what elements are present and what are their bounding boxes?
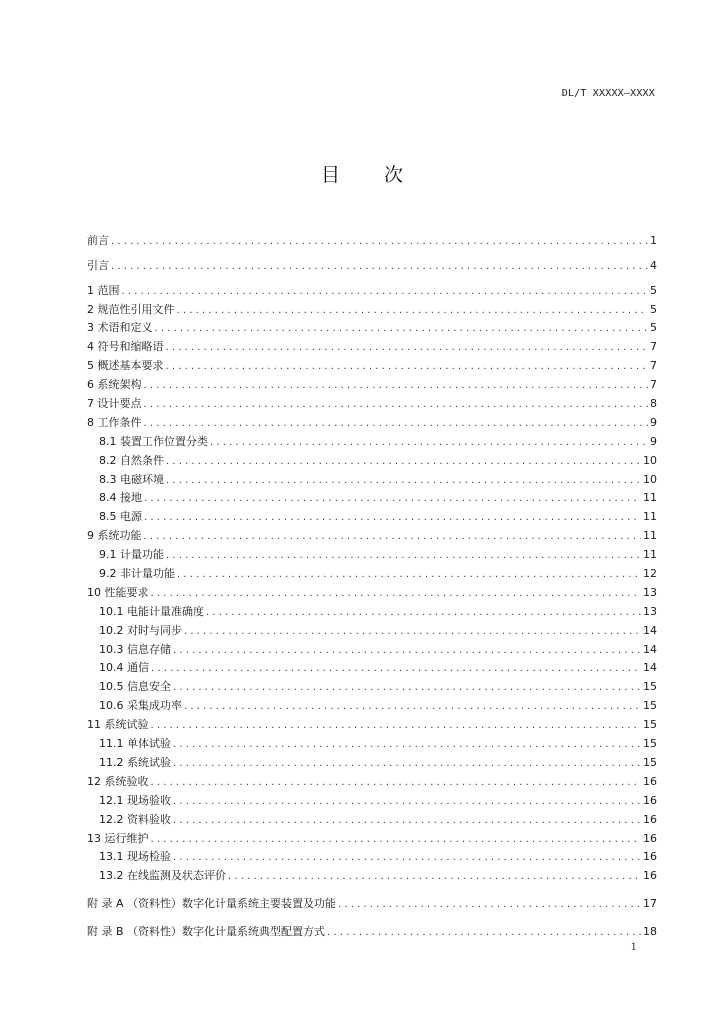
toc-entry-label: 11 系统试验 (87, 718, 149, 732)
toc-leader-dots (144, 399, 649, 411)
toc-leader-dots (122, 286, 649, 298)
toc-leader-dots (177, 569, 641, 581)
toc-entry-label: 9.1 计量功能 (99, 548, 164, 562)
toc-entry-page: 13 (643, 604, 657, 618)
toc-entry-label: 2 规范性引用文件 (87, 302, 175, 316)
toc-appendix-entry[interactable] (87, 889, 657, 911)
toc-leader-dots (144, 418, 649, 430)
toc-entry-page: 1 (650, 233, 657, 247)
toc-entry-page: 16 (643, 831, 657, 845)
toc-entry-label: 10.4 通信 (99, 661, 149, 675)
toc-entry-label: 10.6 采集成功率 (99, 699, 182, 713)
toc-entry-label: 前言 (87, 233, 109, 247)
toc-entry-label: 10.2 对时与同步 (99, 623, 182, 637)
toc-entry-label: 8 工作条件 (87, 415, 142, 429)
toc-entry-page: 15 (643, 680, 657, 694)
toc-leader-dots (184, 701, 641, 713)
toc-leader-dots (151, 588, 642, 600)
toc-entry[interactable] (87, 770, 657, 789)
toc-entry-page: 11 (643, 529, 657, 543)
toc-entry-page: 4 (650, 258, 657, 272)
toc-leader-dots (173, 682, 641, 694)
toc-entry-label: 11.1 单体试验 (99, 737, 171, 751)
toc-entry-label: 12.1 现场验收 (99, 793, 171, 807)
toc-entry-label: 8.4 接地 (99, 491, 142, 505)
toc-subentry[interactable] (87, 694, 657, 713)
toc-subentry[interactable] (87, 789, 657, 808)
toc-leader-dots (166, 361, 649, 373)
toc-entry-label: 附 录 A （资料性）数字化计量系统主要装置及功能 (87, 897, 337, 911)
toc-leader-dots (228, 871, 641, 883)
toc-leader-dots (144, 493, 641, 505)
document-code: DL/T XXXXX—XXXX (561, 88, 655, 99)
toc-entry-label: 9 系统功能 (87, 529, 142, 543)
toc-subentry[interactable] (87, 638, 657, 657)
toc-leader-dots (144, 512, 641, 524)
toc-leader-dots (173, 645, 641, 657)
toc-entry-label: 3 术语和定义 (87, 321, 153, 335)
toc-leader-dots (177, 305, 649, 317)
toc-entry-page: 8 (650, 397, 657, 411)
toc-entry[interactable] (87, 581, 657, 600)
toc-leader-dots (166, 342, 649, 354)
toc-entry-label: 6 系统架构 (87, 378, 142, 392)
toc-entry[interactable] (87, 524, 657, 543)
toc-leader-dots (111, 236, 648, 248)
table-of-contents (87, 229, 657, 939)
toc-entry-page: 11 (643, 510, 657, 524)
toc-entry-page: 13 (643, 585, 657, 599)
toc-entry-page: 7 (650, 340, 657, 354)
toc-entry-label: 10.3 信息存储 (99, 642, 171, 656)
toc-entry[interactable] (87, 713, 657, 732)
toc-entry[interactable] (87, 254, 657, 273)
toc-entry-label: 7 设计要点 (87, 397, 142, 411)
toc-leader-dots (327, 927, 641, 939)
toc-entry-page: 11 (643, 491, 657, 505)
toc-leader-dots (173, 796, 641, 808)
toc-subentry[interactable] (87, 430, 657, 449)
toc-subentry[interactable] (87, 864, 657, 883)
toc-leader-dots (166, 475, 641, 487)
toc-entry[interactable] (87, 354, 657, 373)
toc-entry-label: 13 运行维护 (87, 831, 149, 845)
toc-leader-dots (155, 323, 649, 335)
toc-entry-page: 12 (643, 567, 657, 581)
toc-entry-label: 9.2 非计量功能 (99, 567, 175, 581)
toc-leader-dots (166, 456, 641, 468)
toc-entry-label: 8.3 电磁环境 (99, 472, 164, 486)
toc-entry-page: 15 (643, 699, 657, 713)
toc-entry-label: 12 系统验收 (87, 774, 149, 788)
toc-entry-page: 14 (643, 623, 657, 637)
toc-leader-dots (206, 607, 641, 619)
toc-entry-page: 18 (643, 925, 657, 939)
toc-entry-page: 9 (650, 434, 657, 448)
toc-subentry[interactable] (87, 808, 657, 827)
toc-leader-dots (210, 437, 648, 449)
toc-entry[interactable] (87, 335, 657, 354)
toc-entry-label: 13.2 在线监测及状态评价 (99, 869, 226, 883)
toc-title-char-2: 次 (384, 164, 404, 186)
toc-entry-label: 10 性能要求 (87, 585, 149, 599)
toc-leader-dots (144, 531, 642, 543)
toc-entry-page: 10 (643, 472, 657, 486)
toc-subentry[interactable] (87, 562, 657, 581)
toc-entry-label: 13.1 现场检验 (99, 850, 171, 864)
toc-entry-page: 7 (650, 359, 657, 373)
toc-entry-label: 8.5 电源 (99, 510, 142, 524)
toc-entry-page: 14 (643, 642, 657, 656)
toc-subentry[interactable] (87, 657, 657, 676)
toc-entry-label: 8.2 自然条件 (99, 453, 164, 467)
toc-subentry[interactable] (87, 732, 657, 751)
toc-subentry[interactable] (87, 487, 657, 506)
toc-entry-page: 7 (650, 378, 657, 392)
toc-entry-label: 5 概述基本要求 (87, 359, 164, 373)
toc-entry-page: 16 (643, 869, 657, 883)
toc-entry[interactable] (87, 827, 657, 846)
toc-entry-page: 16 (643, 812, 657, 826)
toc-entry[interactable] (87, 298, 657, 317)
toc-entry-page: 16 (643, 774, 657, 788)
toc-entry-page: 10 (643, 453, 657, 467)
toc-subentry[interactable] (87, 449, 657, 468)
toc-entry-page: 11 (643, 548, 657, 562)
toc-entry-label: 10.5 信息安全 (99, 680, 171, 694)
toc-leader-dots (173, 739, 641, 751)
toc-entry-page: 17 (643, 897, 657, 911)
toc-entry[interactable] (87, 279, 657, 298)
toc-leader-dots (151, 777, 642, 789)
toc-subentry[interactable] (87, 543, 657, 562)
toc-entry[interactable] (87, 317, 657, 336)
toc-entry-label: 引言 (87, 258, 109, 272)
toc-leader-dots (151, 663, 641, 675)
toc-entry-label: 1 范围 (87, 283, 120, 297)
toc-entry-page: 14 (643, 661, 657, 675)
toc-subentry[interactable] (87, 468, 657, 487)
toc-leader-dots (151, 720, 642, 732)
toc-entry[interactable] (87, 373, 657, 392)
toc-entry-page: 15 (643, 755, 657, 769)
toc-entry-label: 10.1 电能计量准确度 (99, 604, 204, 618)
toc-leader-dots (111, 261, 648, 273)
toc-subentry[interactable] (87, 751, 657, 770)
toc-entry-page: 16 (643, 793, 657, 807)
toc-leader-dots (166, 550, 641, 562)
toc-entry-label: 4 符号和缩略语 (87, 340, 164, 354)
toc-entry-page: 5 (650, 302, 657, 316)
toc-entry-page: 5 (650, 321, 657, 335)
toc-entry[interactable] (87, 411, 657, 430)
toc-entry-label: 附 录 B （资料性）数字化计量系统典型配置方式 (87, 925, 326, 939)
toc-subentry[interactable] (87, 675, 657, 694)
toc-entry-label: 8.1 装置工作位置分类 (99, 434, 208, 448)
toc-entry-page: 15 (643, 737, 657, 751)
toc-entry-page: 16 (643, 850, 657, 864)
page-number: 1 (630, 942, 637, 953)
toc-subentry[interactable] (87, 846, 657, 865)
toc-leader-dots (184, 626, 641, 638)
toc-title-char-1: 目 (320, 164, 340, 186)
toc-subentry[interactable] (87, 619, 657, 638)
toc-leader-dots (338, 899, 641, 911)
toc-leader-dots (144, 380, 649, 392)
toc-entry[interactable] (87, 392, 657, 411)
toc-entry-page: 15 (643, 718, 657, 732)
toc-entry-page: 5 (650, 283, 657, 297)
toc-entry-label: 12.2 资料验收 (99, 812, 171, 826)
toc-leader-dots (173, 815, 641, 827)
toc-subentry[interactable] (87, 600, 657, 619)
toc-leader-dots (173, 758, 641, 770)
toc-entry[interactable] (87, 229, 657, 248)
toc-entry-label: 11.2 系统试验 (99, 755, 171, 769)
toc-leader-dots (173, 852, 641, 864)
toc-title (0, 160, 724, 187)
toc-entry-page: 9 (650, 415, 657, 429)
toc-leader-dots (151, 834, 642, 846)
toc-appendix-entry[interactable] (87, 917, 657, 939)
toc-subentry[interactable] (87, 505, 657, 524)
